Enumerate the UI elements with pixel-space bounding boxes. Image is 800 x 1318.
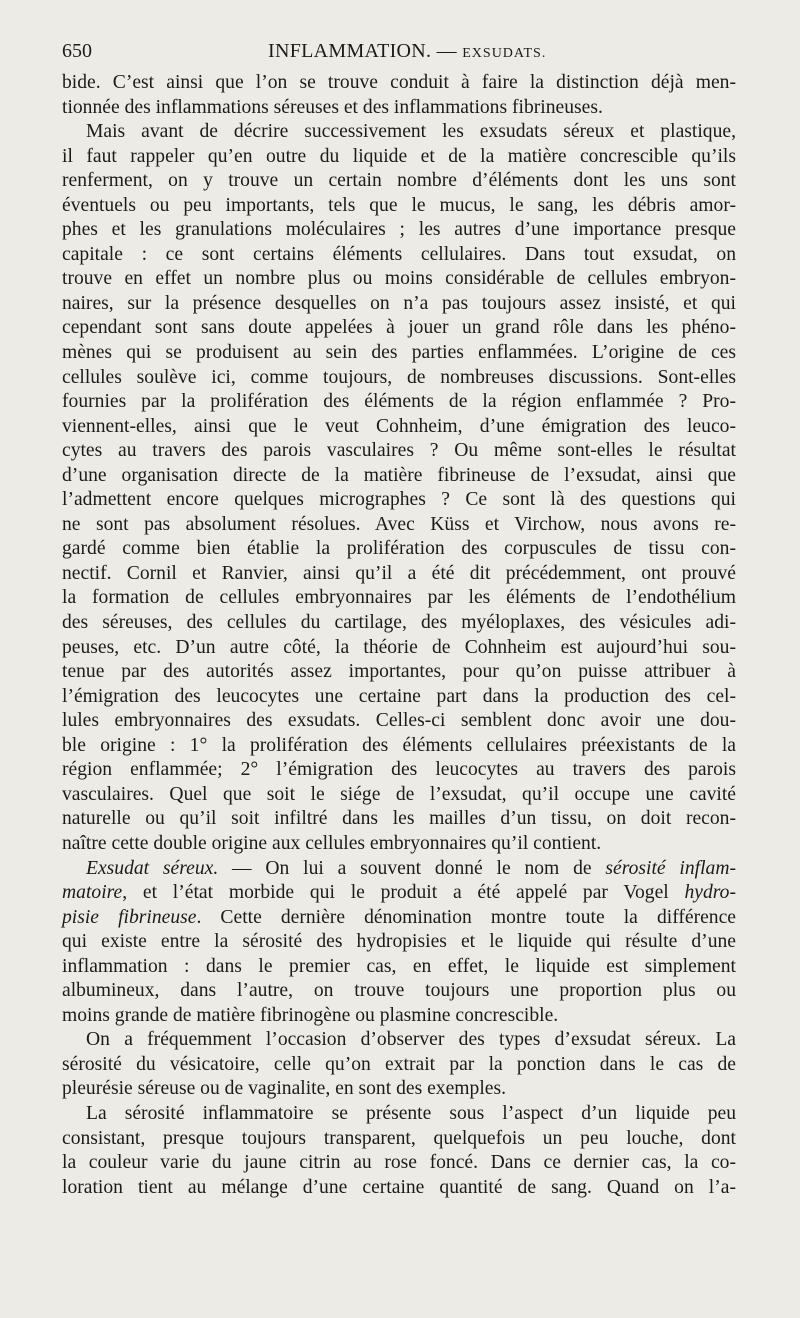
text-line: la couleur varie du jaune citrin au rose foncé. Dans ce dernier cas, la co- bbox=[62, 1152, 736, 1174]
text-line: gardé comme bien établie la prolifération des corpuscules de tissu con- bbox=[62, 538, 736, 560]
text-line: pisie fibrineuse. Cette dernière dénomination montre toute la différence bbox=[62, 906, 736, 928]
running-header bbox=[62, 40, 738, 68]
text-line: La sérosité inflammatoire se présente sous l’aspect d’un liquide peu bbox=[86, 1102, 736, 1124]
text-line: cytes au travers des parois vasculaires ? Ou même sont-elles le résultat bbox=[62, 440, 736, 462]
text-line: des séreuses, des cellules du cartilage, des myéloplaxes, des vésicules adi- bbox=[62, 612, 736, 634]
text-line: On a fréquemment l’occasion d’observer des types d’exsudat séreux. La bbox=[86, 1029, 736, 1051]
text-line: fournies par la prolifération des éléments de la région enflammée ? Pro- bbox=[62, 391, 736, 413]
text-line: pleurésie séreuse ou de vaginalite, en sont des exemples. bbox=[62, 1078, 506, 1100]
text-line: Exsudat séreux. — On lui a souvent donné le nom de sérosité inflam- bbox=[86, 857, 736, 879]
text-line: tenue par des autorités assez importantes, pour qu’on puisse attribuer à bbox=[62, 661, 736, 683]
text-line: trouve en effet un nombre plus ou moins considérable de cellules embryon- bbox=[62, 268, 736, 290]
text-line: Mais avant de décrire successivement les exsudats séreux et plastique, bbox=[86, 121, 736, 143]
text-line: sérosité du vésicatoire, celle qu’on extrait par la ponction dans le cas de bbox=[62, 1053, 736, 1075]
text-line: région enflammée; 2° l’émigration des leucocytes au travers des parois bbox=[62, 759, 736, 781]
text-line: loration tient au mélange d’une certaine quantité de sang. Quand on l’a- bbox=[62, 1176, 736, 1198]
text-line: viennent-elles, ainsi que le veut Cohnheim, d’une émigration des leuco- bbox=[62, 415, 736, 437]
paragraph bbox=[62, 71, 736, 120]
text-line: cellules soulève ici, comme toujours, de nombreuses discussions. Sont-elles bbox=[62, 366, 736, 388]
text-line: naires, sur la présence desquelles on n’a pas toujours assez insisté, et qui bbox=[62, 292, 736, 314]
text-line: il faut rappeler qu’en outre du liquide et de la matière concrescible qu’ils bbox=[62, 145, 736, 167]
text-line: éventuels ou peu importants, tels que le mucus, le sang, les débris amor- bbox=[62, 194, 736, 216]
text-line: lules embryonnaires des exsudats. Celles-ci semblent donc avoir une dou- bbox=[62, 710, 736, 732]
text-line: naturelle ou qu’il soit infiltré dans les mailles d’un tissu, on doit recon- bbox=[62, 808, 736, 830]
text-line: nectif. Cornil et Ranvier, ainsi qu’il a été dit précédemment, ont prouvé bbox=[62, 562, 736, 584]
paragraph bbox=[62, 857, 736, 1029]
text-line: naître cette double origine aux cellules embryonnaires qu’il contient. bbox=[62, 832, 602, 854]
text-line: mènes qui se produisent au sein des parties enflammées. L’origine de ces bbox=[62, 342, 736, 364]
running-title-sub: EXSUDATS. bbox=[462, 46, 547, 61]
text-line: cependant sont sans doute appelées à jouer un grand rôle dans les phéno- bbox=[62, 317, 736, 339]
text-line: consistant, presque toujours transparent, quelquefois un peu louche, dont bbox=[62, 1127, 736, 1149]
text-line: albumineux, dans l’autre, on trouve toujours une proportion plus ou bbox=[62, 980, 736, 1002]
body-text bbox=[62, 71, 736, 1200]
text-line: phes et les granulations moléculaires ; les autres d’une importance presque bbox=[62, 219, 736, 241]
text-line: matoire, et l’état morbide qui le produit a été appelé par Vogel hydro- bbox=[62, 882, 736, 904]
text-line: vasculaires. Quel que soit le siége de l’exsudat, qu’il occupe une cavité bbox=[62, 783, 736, 805]
text-line: bide. C’est ainsi que l’on se trouve conduit à faire la distinction déjà men- bbox=[62, 72, 736, 93]
paragraph bbox=[62, 120, 736, 856]
text-line: peuses, etc. D’un autre côté, la théorie de Cohnheim est aujourd’hui sou- bbox=[62, 636, 736, 658]
paragraph bbox=[62, 1102, 736, 1200]
text-line: moins grande de matière fibrinogène ou plasmine concrescible. bbox=[62, 1004, 559, 1026]
running-title-dash: — bbox=[431, 40, 463, 62]
text-line: capitale : ce sont certains éléments cellulaires. Dans tout exsudat, on bbox=[62, 243, 736, 265]
running-title-main: INFLAMMATION. bbox=[268, 40, 432, 62]
text-line: qui existe entre la sérosité des hydropisies et le liquide qui résulte d’une bbox=[62, 931, 736, 953]
page-number: 650 bbox=[62, 40, 92, 62]
text-line: l’admettent encore quelques micrographes ? Ce sont là des questions qui bbox=[62, 489, 736, 511]
text-line: la formation de cellules embryonnaires par les éléments de l’endothélium bbox=[62, 587, 736, 609]
text-line: tionnée des inflammations séreuses et des inflammations fibrineuses. bbox=[62, 96, 603, 118]
text-line: ble origine : 1° la prolifération des éléments cellulaires préexistants de la bbox=[62, 734, 736, 756]
text-line: l’émigration des leucocytes une certaine part dans la production des cel- bbox=[62, 685, 736, 707]
text-line: renferment, on y trouve un certain nombre d’éléments dont les uns sont bbox=[62, 170, 736, 192]
text-line: d’une organisation directe de la matière fibrineuse de l’exsudat, ainsi que bbox=[62, 464, 736, 486]
text-line: ne sont pas absolument résolues. Avec Küss et Virchow, nous avons re- bbox=[62, 513, 736, 535]
paragraph bbox=[62, 1028, 736, 1102]
text-line: inflammation : dans le premier cas, en effet, le liquide est simplement bbox=[62, 955, 736, 977]
running-title bbox=[268, 40, 546, 63]
